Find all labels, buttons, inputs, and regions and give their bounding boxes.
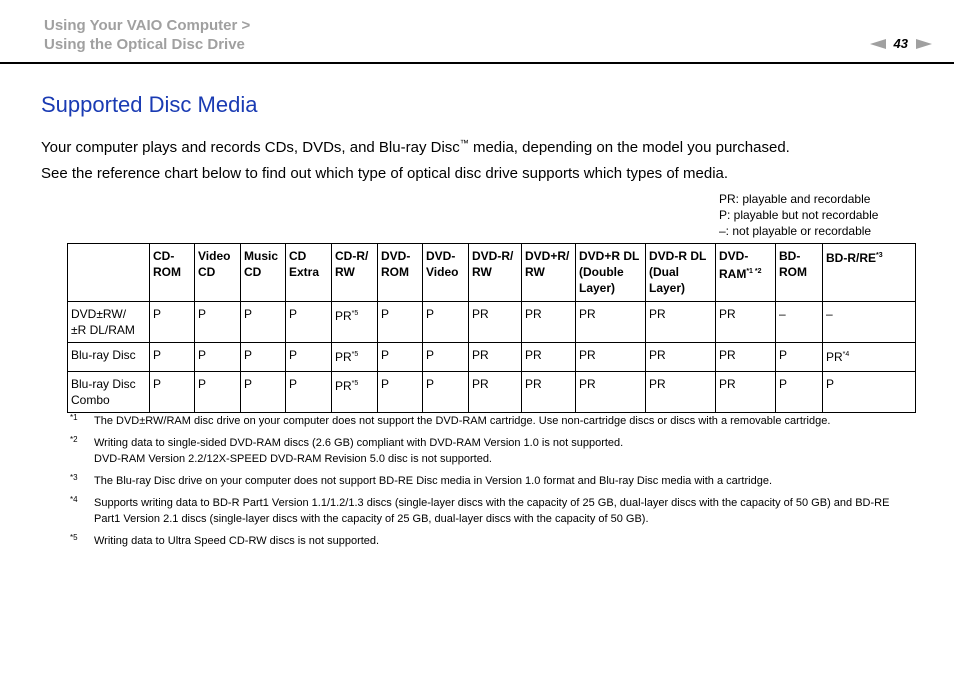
- header-divider: [0, 62, 954, 64]
- column-header: DVD- Video: [423, 244, 469, 302]
- intro-paragraph: [41, 130, 921, 187]
- table-cell: PR: [469, 343, 522, 372]
- column-header: CD- ROM: [150, 244, 195, 302]
- table-cell: P: [378, 372, 423, 413]
- footnote-text: [94, 533, 910, 549]
- page-title: Supported Disc Media: [41, 92, 258, 117]
- table-cell: P: [378, 343, 423, 372]
- table-cell: PR: [576, 302, 646, 343]
- footnote-line: Writing data to Ultra Speed CD-RW discs is not supported.: [94, 535, 380, 547]
- table-cell: P: [286, 372, 332, 413]
- footnote-line: The DVD±RW/RAM disc drive on your computer does not support the DVD-RAM cartridge. Use non-cartridge discs or discs with a removable cartridge.: [94, 415, 831, 427]
- legend-item: –: not playable or recordable: [719, 224, 872, 238]
- table-row: [68, 372, 916, 413]
- intro-text: media, depending on the model you purchased.: [468, 139, 790, 156]
- table-cell: P: [823, 372, 916, 413]
- intro-line-1: [41, 130, 921, 161]
- footnote: [70, 413, 910, 429]
- table-cell: PR: [522, 302, 576, 343]
- column-header: BD-R/RE$^{*3}$: [823, 244, 916, 302]
- table-cell: PR$^{*5}$: [332, 372, 378, 413]
- legend: [719, 191, 878, 239]
- table-corner-cell: [68, 244, 150, 302]
- page-number: 43: [893, 36, 908, 51]
- footnote-marker: *3: [70, 473, 78, 482]
- footnote-reference: *1 *2: [746, 268, 762, 275]
- previous-page-icon[interactable]: [870, 39, 886, 49]
- footnote: [70, 533, 910, 549]
- footnote: [70, 435, 910, 467]
- trademark-symbol: ™: [459, 138, 469, 148]
- footnote-text: [94, 413, 910, 429]
- footnote-marker: *1: [70, 413, 78, 422]
- next-page-icon[interactable]: [916, 39, 932, 49]
- footnote-text: [94, 473, 910, 489]
- table-cell: PR: [576, 372, 646, 413]
- table-header-row: [68, 244, 916, 302]
- table-cell: P: [776, 343, 823, 372]
- drive-type-cell: DVD±RW/ ±R DL/RAM: [68, 302, 150, 343]
- table-cell: P: [776, 372, 823, 413]
- table-cell: P: [195, 372, 241, 413]
- footnote-marker: *4: [70, 495, 78, 504]
- table-row: [68, 343, 916, 372]
- page-navigation: [870, 36, 932, 51]
- footnotes: [70, 413, 910, 555]
- column-header: DVD+R DL (Double Layer): [576, 244, 646, 302]
- column-header: DVD-R/ RW: [469, 244, 522, 302]
- footnote-marker: *2: [70, 435, 78, 444]
- disc-media-table: [67, 243, 916, 413]
- table-cell: PR: [469, 372, 522, 413]
- table-cell: PR: [646, 302, 716, 343]
- legend-item: PR: playable and recordable: [719, 192, 871, 206]
- table-cell: P: [241, 343, 286, 372]
- footnote-line: Writing data to single-sided DVD-RAM discs (2.6 GB) compliant with DVD-RAM Version 1.0 is not supported.: [94, 437, 624, 449]
- footnote-line: Supports writing data to BD-R Part1 Version 1.1/1.2/1.3 discs (single-layer discs with the capacity of 25 GB, dual-layer discs with the capacity of 50 GB) and BD-RE Part1 Version 2.1 discs (single-layer discs with the capacity of 25 GB, dual-layer discs with the capacity of 50 GB).: [94, 497, 890, 525]
- drive-type-cell: Blu-ray Disc: [68, 343, 150, 372]
- table-cell: –: [776, 302, 823, 343]
- table-cell: PR: [716, 302, 776, 343]
- table-cell: P: [150, 343, 195, 372]
- table-cell: P: [241, 302, 286, 343]
- footnote: [70, 495, 910, 527]
- table-cell: PR: [646, 372, 716, 413]
- footnote-line: DVD-RAM Version 2.2/12X-SPEED DVD-RAM Revision 5.0 disc is not supported.: [94, 453, 492, 465]
- breadcrumb-section: Using Your VAIO Computer >: [44, 17, 251, 34]
- column-header: CD-R/ RW: [332, 244, 378, 302]
- column-header: Music CD: [241, 244, 286, 302]
- footnote-reference: *5: [351, 351, 359, 358]
- table-cell: P: [286, 302, 332, 343]
- table-cell: P: [423, 302, 469, 343]
- column-header: DVD+R/ RW: [522, 244, 576, 302]
- intro-text: Your computer plays and records CDs, DVDs, and Blu-ray Disc: [41, 139, 460, 156]
- drive-type-cell: Blu-ray Disc Combo: [68, 372, 150, 413]
- table-cell: PR: [576, 343, 646, 372]
- footnote-line: The Blu-ray Disc drive on your computer does not support BD-RE Disc media in Version 1.0 format and Blu-ray Disc media with a cartridge.: [94, 475, 773, 487]
- breadcrumb-page: Using the Optical Disc Drive: [44, 36, 245, 53]
- intro-line-2: See the reference chart below to find out which type of optical disc drive supports which types of media.: [41, 165, 729, 182]
- table-cell: PR$^{*5}$: [332, 343, 378, 372]
- table-cell: P: [241, 372, 286, 413]
- footnote-text: [94, 435, 910, 467]
- table-cell: PR$^{*4}$: [823, 343, 916, 372]
- footnote-marker: *5: [70, 533, 78, 542]
- table-cell: P: [150, 302, 195, 343]
- table-cell: PR: [716, 372, 776, 413]
- column-header: BD- ROM: [776, 244, 823, 302]
- table-cell: PR$^{*5}$: [332, 302, 378, 343]
- footnote-reference: *5: [351, 380, 359, 387]
- table-cell: P: [286, 343, 332, 372]
- table-cell: PR: [522, 372, 576, 413]
- footnote-reference: *5: [351, 310, 359, 317]
- table-cell: P: [378, 302, 423, 343]
- table-cell: P: [195, 343, 241, 372]
- table-row: [68, 302, 916, 343]
- table-cell: PR: [646, 343, 716, 372]
- footnote-text: [94, 495, 910, 527]
- footnote: [70, 473, 910, 489]
- table-cell: P: [423, 372, 469, 413]
- table-cell: PR: [716, 343, 776, 372]
- column-header: DVD- $RAM^{*1 *2}$: [716, 244, 776, 302]
- table-cell: P: [150, 372, 195, 413]
- table-cell: PR: [522, 343, 576, 372]
- footnote-reference: *3: [876, 252, 883, 259]
- column-header: DVD- ROM: [378, 244, 423, 302]
- column-header: DVD-R DL (Dual Layer): [646, 244, 716, 302]
- footnote-reference: *4: [842, 351, 850, 358]
- table-cell: P: [423, 343, 469, 372]
- column-header: Video CD: [195, 244, 241, 302]
- breadcrumb: [44, 16, 250, 54]
- table-cell: P: [195, 302, 241, 343]
- legend-item: P: playable but not recordable: [719, 208, 879, 222]
- column-header: CD Extra: [286, 244, 332, 302]
- table-cell: PR: [469, 302, 522, 343]
- table-cell: –: [823, 302, 916, 343]
